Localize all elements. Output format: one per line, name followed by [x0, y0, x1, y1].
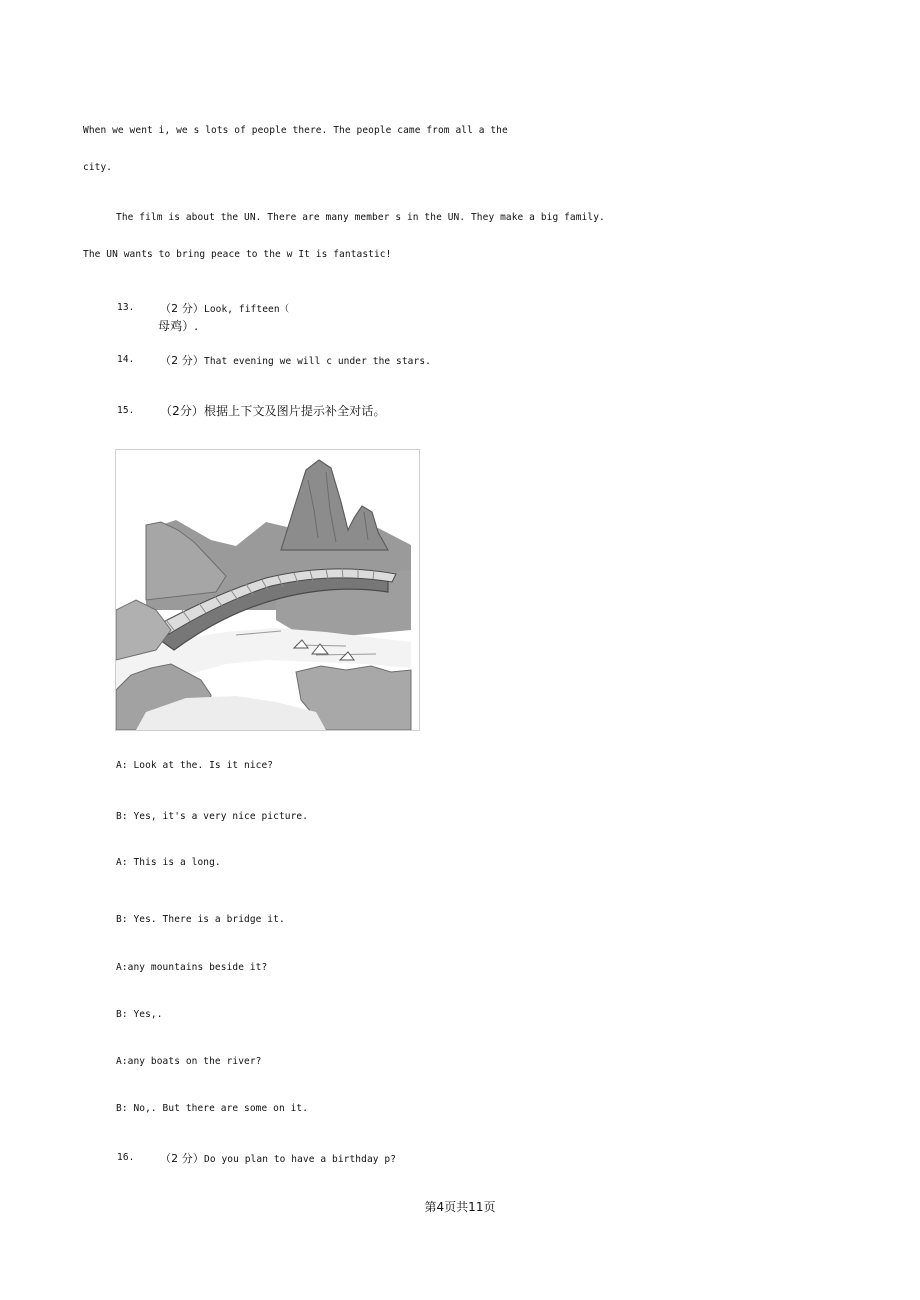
question-13-points: （2 分）	[160, 302, 204, 315]
question-15	[160, 402, 386, 419]
question-13	[160, 300, 289, 316]
passage-line-4: The UN wants to bring peace to the w It is fantastic!	[83, 249, 392, 260]
dialogue-line-8: B: No,. But there are some on it.	[116, 1103, 309, 1114]
dialogue-line-7: A:any boats on the river?	[116, 1056, 262, 1067]
question-16-number: 16.	[117, 1152, 135, 1163]
question-14-points: （2 分）	[160, 354, 204, 367]
passage-line-3: The film is about the UN. There are many member s in the UN. They make a big family.	[116, 212, 605, 223]
question-13-text-cont: 母鸡）.	[158, 319, 199, 333]
question-13-text: Look, fifteen（	[204, 304, 290, 315]
passage-line-2: city.	[83, 162, 113, 173]
question-15-number: 15.	[117, 405, 135, 416]
dialogue-line-6: B: Yes,.	[116, 1009, 163, 1020]
dialogue-line-2: B: Yes, it's a very nice picture.	[116, 811, 309, 822]
question-14	[160, 352, 431, 368]
question-16	[160, 1150, 396, 1166]
question-15-points: （2分）	[160, 404, 205, 418]
question-13-number: 13.	[117, 302, 135, 313]
question-16-points: （2 分）	[160, 1152, 204, 1165]
passage-line-1: When we went i, we s lots of people there. The people came from all a the	[83, 125, 508, 136]
illustration-svg	[116, 450, 419, 730]
dialogue-line-4: B: Yes. There is a bridge it.	[116, 914, 285, 925]
dialogue-line-1: A: Look at the. Is it nice?	[116, 760, 274, 771]
question-16-text: Do you plan to have a birthday p?	[204, 1154, 397, 1165]
dialogue-line-5: A:any mountains beside it?	[116, 962, 268, 973]
question-15-text: 根据上下文及图片提示补全对话。	[204, 404, 386, 418]
question-14-number: 14.	[117, 354, 135, 365]
page-number: 第4页共11页	[424, 1200, 496, 1214]
question-14-text: That evening we will c under the stars.	[204, 356, 431, 367]
dialogue-line-3: A: This is a long.	[116, 857, 221, 868]
bridge-landscape-illustration	[115, 449, 420, 731]
